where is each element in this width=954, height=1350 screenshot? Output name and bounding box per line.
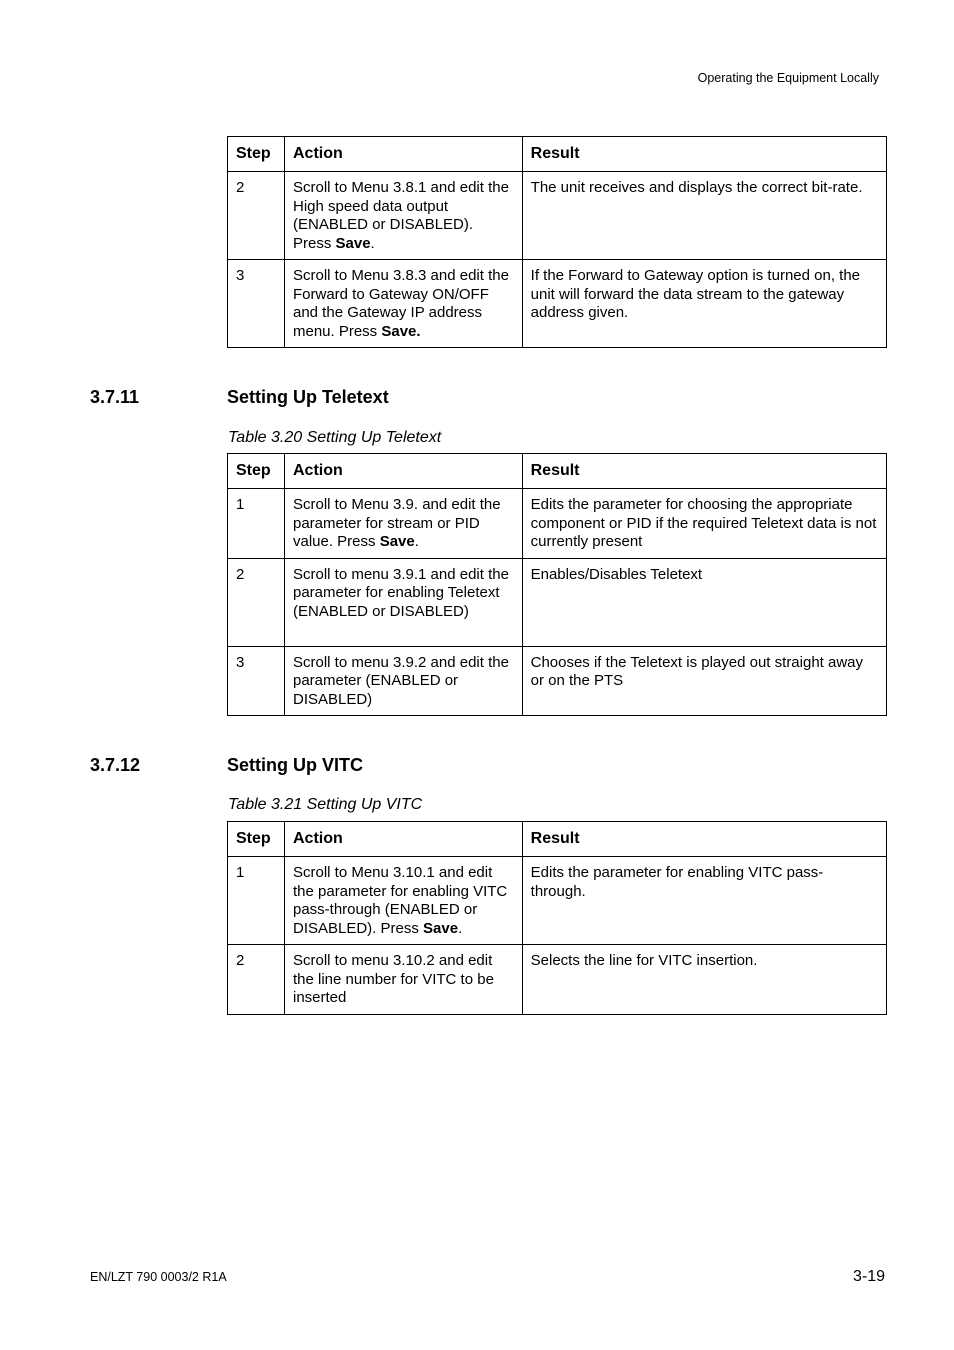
header-result: Result [522,822,886,857]
header-step: Step [228,454,285,489]
step-cell: 1 [228,489,285,559]
result-cell: If the Forward to Gateway option is turned on, the unit will forward the data stream to the gateway address given. [522,260,886,348]
action-cell: Scroll to menu 3.9.2 and edit the parameter (ENABLED or DISABLED) [284,646,522,716]
procedure-table-vitc [227,821,887,1015]
action-cell [284,172,522,260]
running-header: Operating the Equipment Locally [697,71,879,85]
action-tail: . [414,533,419,550]
action-bold: Save [335,234,371,252]
result-cell: Edits the parameter for enabling VITC pass-through. [522,857,886,945]
table-caption: Table 3.21 Setting Up VITC [228,796,423,813]
header-step: Step [228,822,285,857]
action-text: Scroll to Menu 3.8.3 and edit the Forward to Gateway ON/OFF and the Gateway IP address menu. Press [292,267,509,340]
action-cell [284,489,522,559]
section-number: 3.7.12 [90,755,141,775]
action-cell: Scroll to menu 3.9.1 and edit the parameter for enabling Teletext (ENABLED or DISABLED) [284,558,522,646]
document-id: EN/LZT 790 0003/2 R1A [90,1270,227,1284]
header-result: Result [522,454,886,489]
page-number: 3-19 [852,1268,885,1285]
step-cell: 3 [228,260,285,348]
table-caption: Table 3.20 Setting Up Teletext [228,429,442,446]
step-cell: 3 [228,646,285,716]
step-cell: 2 [228,945,285,1015]
result-cell: Enables/Disables Teletext [522,558,886,646]
result-cell: Edits the parameter for choosing the appropriate component or PID if the required Teletext data is not currently present [522,489,886,559]
table-row [228,945,887,1015]
procedure-table-teletext [227,453,887,716]
table-row [228,646,887,716]
header-action: Action [284,137,522,172]
result-cell: The unit receives and displays the correct bit-rate. [522,172,886,260]
action-bold: Save [423,919,459,937]
table-row [228,558,887,646]
action-text: Scroll to Menu 3.8.1 and edit the High speed data output (ENABLED or DISABLED). Press [292,179,509,252]
procedure-table-top [227,136,887,348]
section-title: Setting Up VITC [227,755,363,775]
step-cell: 2 [228,172,285,260]
action-bold: Save [379,533,415,550]
action-bold: Save. [381,322,421,340]
action-cell [284,857,522,945]
action-tail: . [370,234,375,252]
table-header-row [228,137,887,172]
section-number: 3.7.11 [90,387,140,407]
header-result: Result [522,137,886,172]
table-row [228,172,887,260]
header-action: Action [284,454,522,489]
table-row [228,857,887,945]
action-cell [284,260,522,348]
action-text: Scroll to Menu 3.10.1 and edit the parameter for enabling VITC pass-through (ENABLED or DISABLED). Press [292,864,508,937]
table-row [228,260,887,348]
result-cell: Selects the line for VITC insertion. [522,945,886,1015]
result-cell: Chooses if the Teletext is played out straight away or on the PTS [522,646,886,716]
table-header-row [228,822,887,857]
section-title: Setting Up Teletext [227,387,389,407]
step-cell: 2 [228,558,285,646]
header-action: Action [284,822,522,857]
table-header-row [228,454,887,489]
step-cell: 1 [228,857,285,945]
action-text: Scroll to Menu 3.9. and edit the parameter for stream or PID value. Press [292,496,501,550]
header-step: Step [228,137,285,172]
action-cell: Scroll to menu 3.10.2 and edit the line number for VITC to be inserted [284,945,522,1015]
table-row [228,489,887,559]
action-tail: . [458,919,463,937]
